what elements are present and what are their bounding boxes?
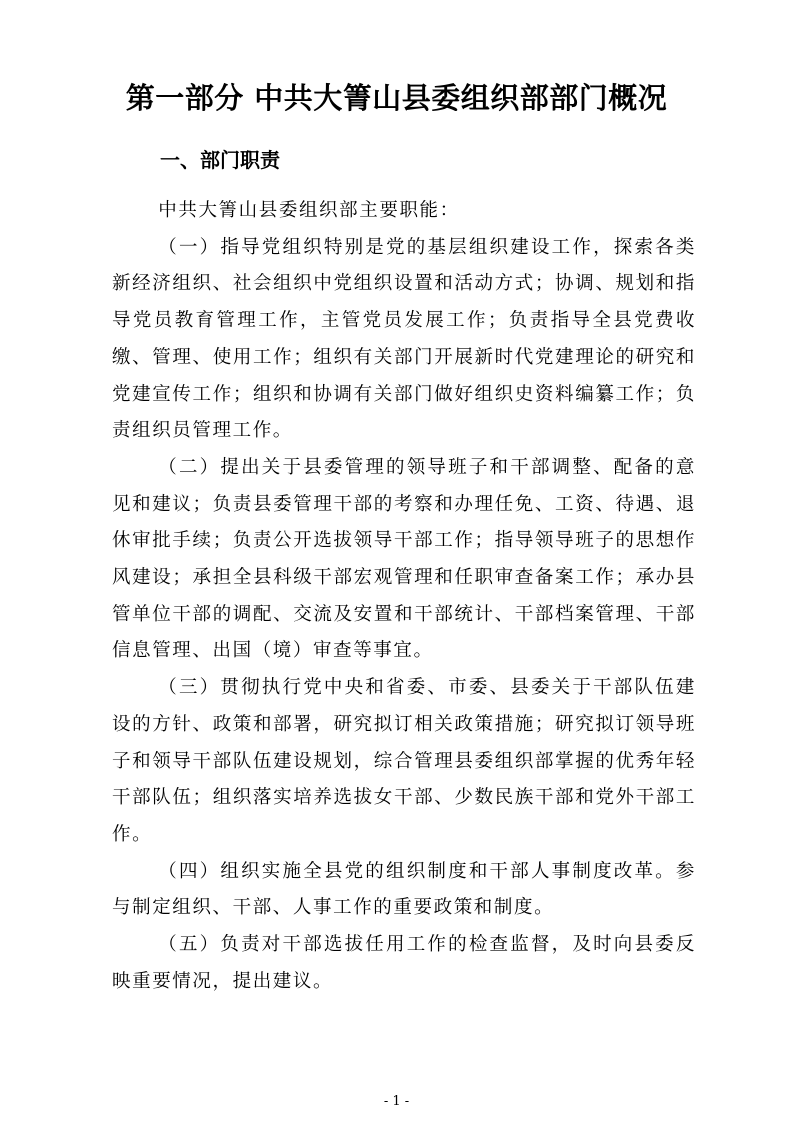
document-title: 第一部分 中共大箐山县委组织部部门概况	[125, 81, 668, 115]
section-heading: 一、部门职责	[160, 148, 280, 172]
duty-paragraph-5: （五）负责对干部选拔任用工作的检查监督，及时向县委反映重要情况，提出建议。	[112, 934, 696, 992]
duty-paragraph-4: （四）组织实施全县党的组织制度和干部人事制度改革。参与制定组织、干部、人事工作的重要政策和制度。	[112, 860, 696, 919]
page-number: - 1 -	[383, 1094, 410, 1109]
section-body	[112, 193, 696, 1000]
duty-paragraph-2: （二）提出关于县委管理的领导班子和干部调整、配备的意见和建议；负责县委管理干部的考察和办理任免、工资、待遇、退休审批手续；负责公开选拔领导干部工作；指导领导班子的思想作风建设；承担全县科级干部宏观管理和任职审查备案工作；承办县管单位干部的调配、交流及安置和干部统计、干部档案管理、干部信息管理、出国（境）审查等事宜。	[112, 456, 696, 662]
intro-paragraph: 中共大箐山县委组织部主要职能：	[158, 200, 460, 221]
duty-paragraph-1: （一）指导党组织特别是党的基层组织建设工作，探索各类新经济组织、社会组织中党组织设置和活动方式；协调、规划和指导党员教育管理工作，主管党员发展工作；负责指导全县党费收缴、管理、使用工作；组织有关部门开展新时代党建理论的研究和党建宣传工作；组织和协调有关部门做好组织史资料编纂工作；负责组织员管理工作。	[112, 236, 696, 442]
duty-paragraph-3: （三）贯彻执行党中央和省委、市委、县委关于干部队伍建设的方针、政策和部署，研究拟订相关政策措施；研究拟订领导班子和领导干部队伍建设规划，综合管理县委组织部掌握的优秀年轻干部队伍；组织落实培养选拔女干部、少数民族干部和党外干部工作。	[112, 677, 696, 845]
